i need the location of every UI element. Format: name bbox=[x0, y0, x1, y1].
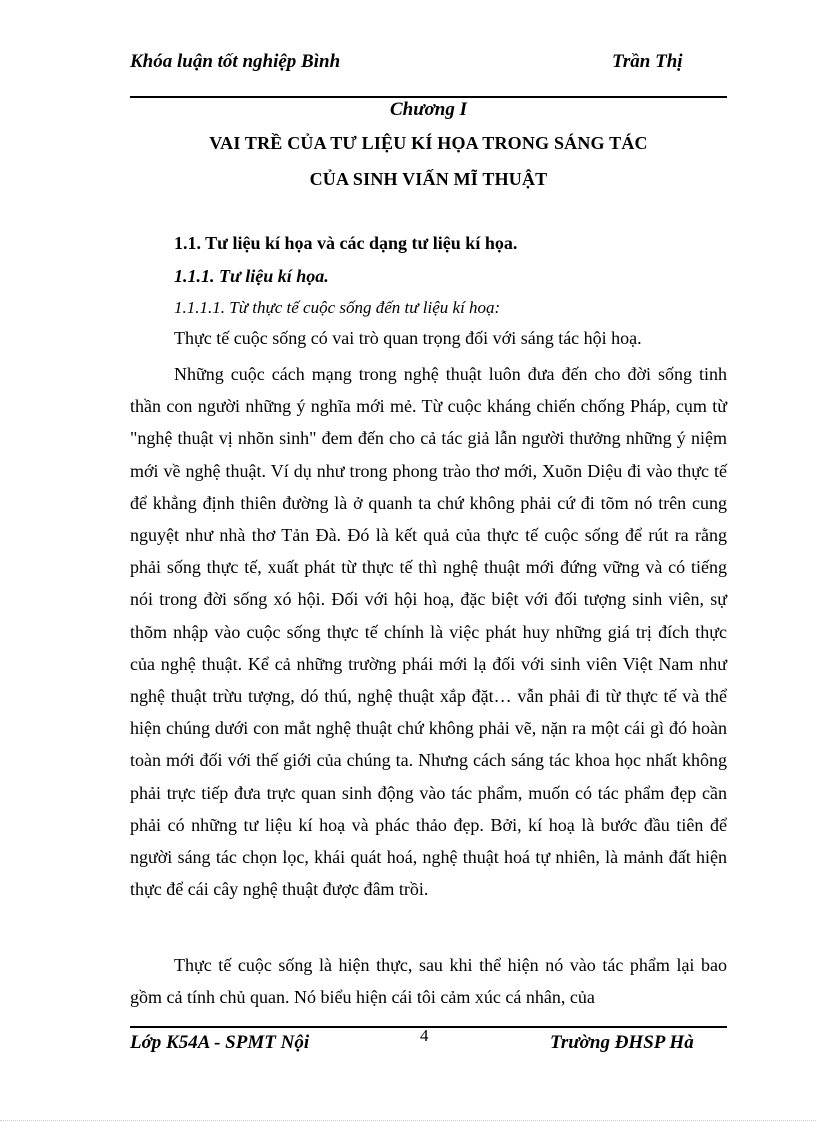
section-heading: 1.1. Tư liệu kí họa và các dạng tư liệu kí họa. bbox=[174, 233, 518, 253]
intro-sentence: Thực tế cuộc sống có vai trò quan trọng đối với sáng tác hội hoạ. bbox=[174, 328, 642, 348]
footer-left-text: Lớp K54A - SPMT Nội bbox=[130, 1032, 310, 1053]
header-rule bbox=[130, 96, 727, 98]
body-paragraph-2: Thực tế cuộc sống là hiện thực, sau khi thể hiện nó vào tác phẩm lại bao gồm cả tính chủ quan. Nó biểu hiện cái tôi cảm xúc cá nhân, của bbox=[130, 955, 727, 1008]
subsection-heading: 1.1.1. Tư liệu kí họa. bbox=[174, 266, 329, 286]
chapter-title-line-1: VAI TRỀ CỦA TƯ LIỆU KÍ HỌA TRONG SÁNG TÁC bbox=[209, 133, 648, 153]
subsubsection-heading: 1.1.1.1. Từ thực tế cuộc sống đến tư liệu kí hoạ: bbox=[174, 298, 501, 317]
body-paragraph-1: Những cuộc cách mạng trong nghệ thuật luôn đưa đến cho đời sống tinh thần con người những ý nghĩa mới mẻ. Từ cuộc kháng chiến chống Pháp, cụm từ "nghệ thuật vị nhõn sinh" đem đến cho cả tác giả lẫn người thưởng những ý niệm mới về nghệ thuật. Ví dụ như trong phong trào thơ mới, Xuõn Diệu đi vào thực tế để khẳng định thiên đường là ở quanh ta chứ không phải cứ đi tõm nó trên cung nguyệt như nhà thơ Tản Đà. Đó là kết quả của thực tế cuộc sống để rút ra rằng phải sống thực tế, xuất phát từ thực tế thì nghệ thuật mới đứng vững và có tiếng nói trong đời sống xó hội. Đối với hội hoạ, đặc biệt với đối tượng sinh viên, sự thõm nhập vào cuộc sống thực tế chính là việc phát huy những giá trị đích thực của nghệ thuật. Kể cả những trường phái mới lạ đối với sinh viên Việt Nam như nghệ thuật trừu tượng, dó thú, nghệ thuật xắp đặt… vẫn phải đi từ thực tế và thể hiện chúng dưới con mắt nghệ thuật chứ không phải vẽ, nặn ra một cái gì đó hoàn toàn mới đối với thế giới của chúng ta. Nhưng cách sáng tác khoa học nhất không phải trực tiếp đưa trực quan sinh động vào tác phẩm, muốn có tác phẩm đẹp cần phải có những tư liệu kí hoạ và phác thảo đẹp. Bởi, kí hoạ là bước đầu tiên để người sáng tác chọn lọc, khái quát hoá, nghệ thuật hoá tự nhiên, là mảnh đất hiện thực để cái cây nghệ thuật được đâm trồi. bbox=[130, 364, 727, 900]
header-right-text: Trần Thị bbox=[612, 51, 683, 72]
footer-right-text: Trường ĐHSP Hà bbox=[550, 1032, 694, 1053]
page-edge-divider bbox=[0, 1120, 816, 1121]
chapter-label: Chương I bbox=[389, 99, 468, 120]
page-number: 4 bbox=[420, 1026, 429, 1045]
header-left-text: Khóa luận tốt nghiệp Bình bbox=[130, 51, 341, 72]
chapter-title-line-2: CỦA SINH VIẤN MĨ THUẬT bbox=[309, 169, 548, 189]
